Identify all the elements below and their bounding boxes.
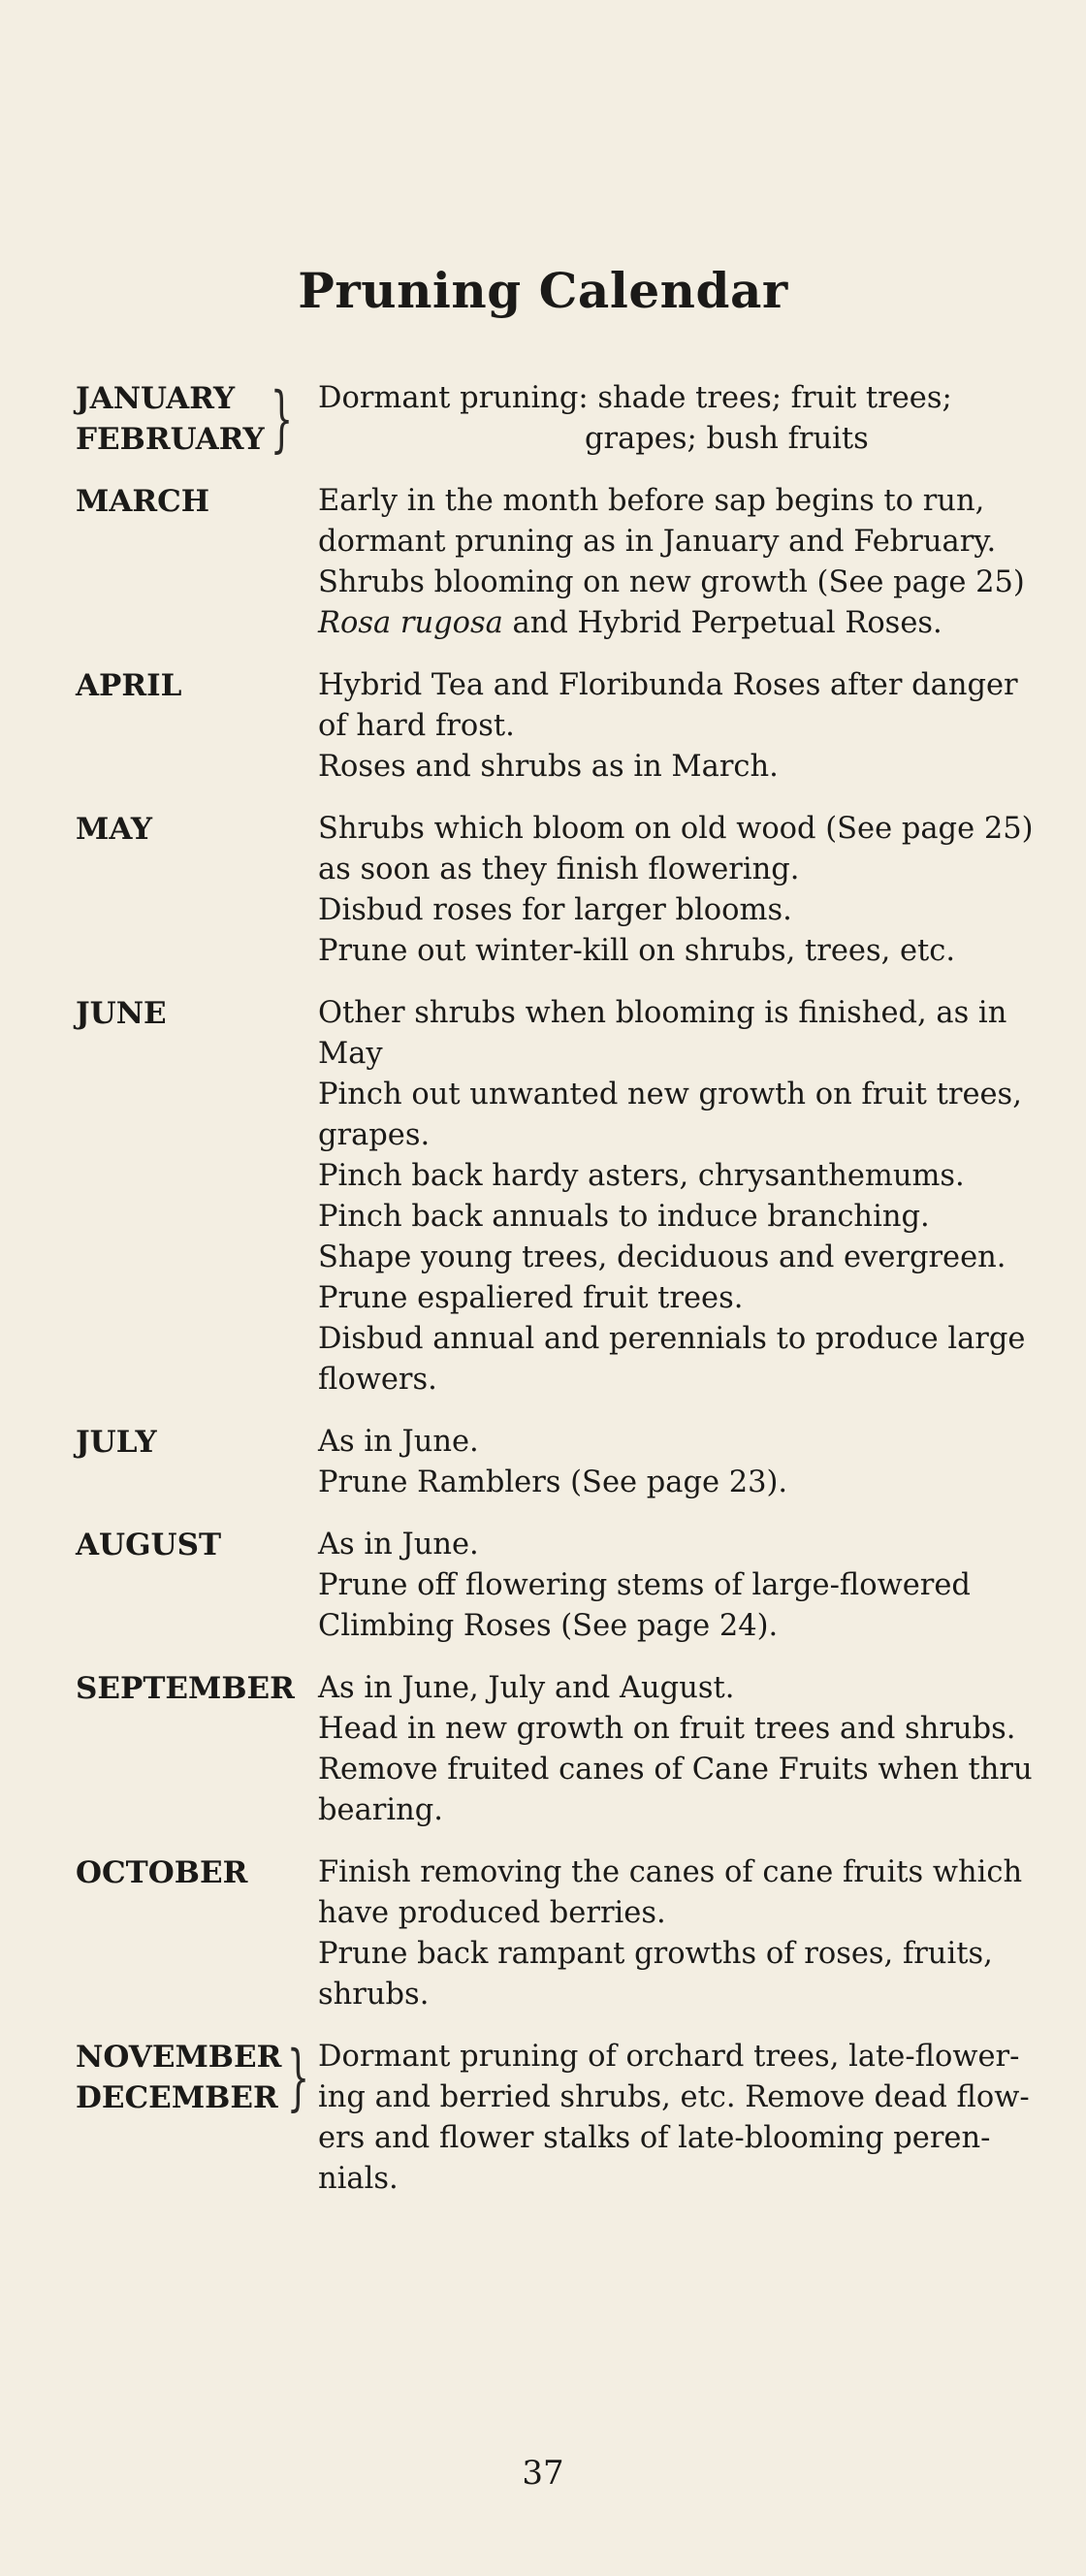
- entry-september: [76, 1668, 1033, 1831]
- entry-text: [318, 1525, 1006, 1647]
- month-group: [76, 1852, 318, 1893]
- entry-line: May: [318, 1037, 383, 1071]
- entry-text: [318, 378, 1006, 460]
- month-group: [76, 993, 318, 1034]
- month-label: DECEMBER: [76, 2080, 278, 2115]
- entry-line: Climbing Roses (See page 24).: [318, 1609, 779, 1643]
- month-label: NOVEMBER: [76, 2040, 282, 2075]
- month-group: [76, 481, 318, 522]
- month-group: [76, 1525, 318, 1565]
- entry-line: As in June.: [318, 1425, 479, 1459]
- month-label: OCTOBER: [76, 1855, 248, 1890]
- month-label: FEBRUARY: [76, 422, 265, 457]
- entry-line: of hard frost.: [318, 709, 515, 743]
- entry-line: Disbud roses for larger blooms.: [318, 893, 792, 927]
- month-label: JANUARY: [76, 381, 236, 416]
- entry-text: [318, 2037, 1030, 2200]
- entry-line: Dormant pruning: shade trees; fruit trees;: [318, 381, 952, 415]
- entry-line: Hybrid Tea and Floribunda Roses after danger: [318, 668, 1018, 702]
- entry-line: flowers.: [318, 1363, 437, 1397]
- entry-line: As in June.: [318, 1528, 479, 1562]
- entry-line: Remove fruited canes of Cane Fruits when thru: [318, 1753, 1033, 1787]
- brace-icon: }: [287, 2036, 310, 2119]
- entry-line-rest: and Hybrid Perpetual Roses.: [502, 606, 942, 640]
- month-label: SEPTEMBER: [76, 1671, 295, 1706]
- entry-text: [318, 1668, 1033, 1831]
- entry-line: Shape young trees, deciduous and evergreen.: [318, 1240, 1006, 1274]
- entry-line: have produced berries.: [318, 1896, 666, 1930]
- entry-line: grapes.: [318, 1118, 431, 1152]
- entry-line: shrubs.: [318, 1978, 430, 2012]
- entry-line: bearing.: [318, 1793, 443, 1827]
- entry-line: [318, 603, 1025, 644]
- entry-line: Pinch out unwanted new growth on fruit trees,: [318, 1078, 1022, 1111]
- month-group: [76, 665, 318, 706]
- page-title: Pruning Calendar: [298, 262, 788, 319]
- entry-line: Roses and shrubs as in March.: [318, 750, 779, 784]
- entry-line: Prune off flowering stems of large-flowered: [318, 1568, 971, 1602]
- month-group: [76, 1422, 318, 1463]
- entry-text: [318, 809, 1034, 972]
- entry-text: [318, 481, 1025, 644]
- month-label: MAY: [76, 812, 152, 847]
- entry-line: Prune out winter-kill on shrubs, trees, etc.: [318, 934, 956, 968]
- month-label: AUGUST: [76, 1528, 222, 1562]
- month-group: [76, 809, 318, 850]
- entry-line: Disbud annual and perennials to produce large: [318, 1322, 1026, 1356]
- page-number: 37: [522, 2454, 564, 2493]
- entry-line: nials.: [318, 2162, 399, 2196]
- entry-line: as soon as they finish flowering.: [318, 853, 800, 886]
- month-label: APRIL: [76, 668, 182, 703]
- entry-line: Prune back rampant growths of roses, fruits,: [318, 1937, 993, 1971]
- entry-line: Prune espaliered fruit trees.: [318, 1281, 744, 1315]
- entry-july: [76, 1422, 1006, 1503]
- month-label: JULY: [76, 1425, 157, 1460]
- entry-april: [76, 665, 1018, 788]
- brace-icon: }: [270, 377, 294, 461]
- month-label: MARCH: [76, 484, 210, 519]
- entry-line: grapes; bush fruits: [585, 422, 869, 456]
- entry-line: As in June, July and August.: [318, 1671, 735, 1705]
- month-label: JUNE: [76, 996, 167, 1031]
- entry-line: ers and flower stalks of late-blooming peren-: [318, 2121, 991, 2155]
- entry-line: Head in new growth on fruit trees and shrubs.: [318, 1712, 1016, 1746]
- entry-august: [76, 1525, 1006, 1647]
- entry-text: [318, 1852, 1022, 2015]
- entry-january-february: [76, 378, 1006, 460]
- entry-text: [318, 665, 1018, 788]
- entry-may: [76, 809, 1034, 972]
- entry-line: Shrubs blooming on new growth (See page 25): [318, 565, 1025, 599]
- entry-text: [318, 993, 1025, 1401]
- entry-text: [318, 1422, 1006, 1503]
- month-group: [76, 2037, 318, 2118]
- entry-june: [76, 993, 1026, 1401]
- entry-line: Prune Ramblers (See page 23).: [318, 1465, 788, 1499]
- entry-november-december: [76, 2036, 1030, 2200]
- entry-march: [76, 481, 1025, 644]
- month-group: [76, 1668, 318, 1709]
- entry-line: Pinch back annuals to induce branching.: [318, 1200, 930, 1234]
- pruning-calendar: [76, 377, 1034, 2221]
- entry-line: ing and berried shrubs, etc. Remove dead flow-: [318, 2080, 1030, 2114]
- entry-line: Finish removing the canes of cane fruits which: [318, 1855, 1023, 1889]
- entry-line: Dormant pruning of orchard trees, late-flower-: [318, 2040, 1020, 2074]
- entry-line: Pinch back hardy asters, chrysanthemums.: [318, 1159, 965, 1193]
- entry-line: Other shrubs when blooming is finished, as in: [318, 996, 1007, 1030]
- month-group: [76, 378, 318, 460]
- italic-species: Rosa rugosa: [318, 606, 503, 640]
- entry-october: [76, 1852, 1023, 2015]
- entry-line: dormant pruning as in January and February.: [318, 525, 997, 559]
- entry-line: Early in the month before sap begins to run,: [318, 484, 985, 518]
- entry-line: Shrubs which bloom on old wood (See page 25): [318, 812, 1034, 846]
